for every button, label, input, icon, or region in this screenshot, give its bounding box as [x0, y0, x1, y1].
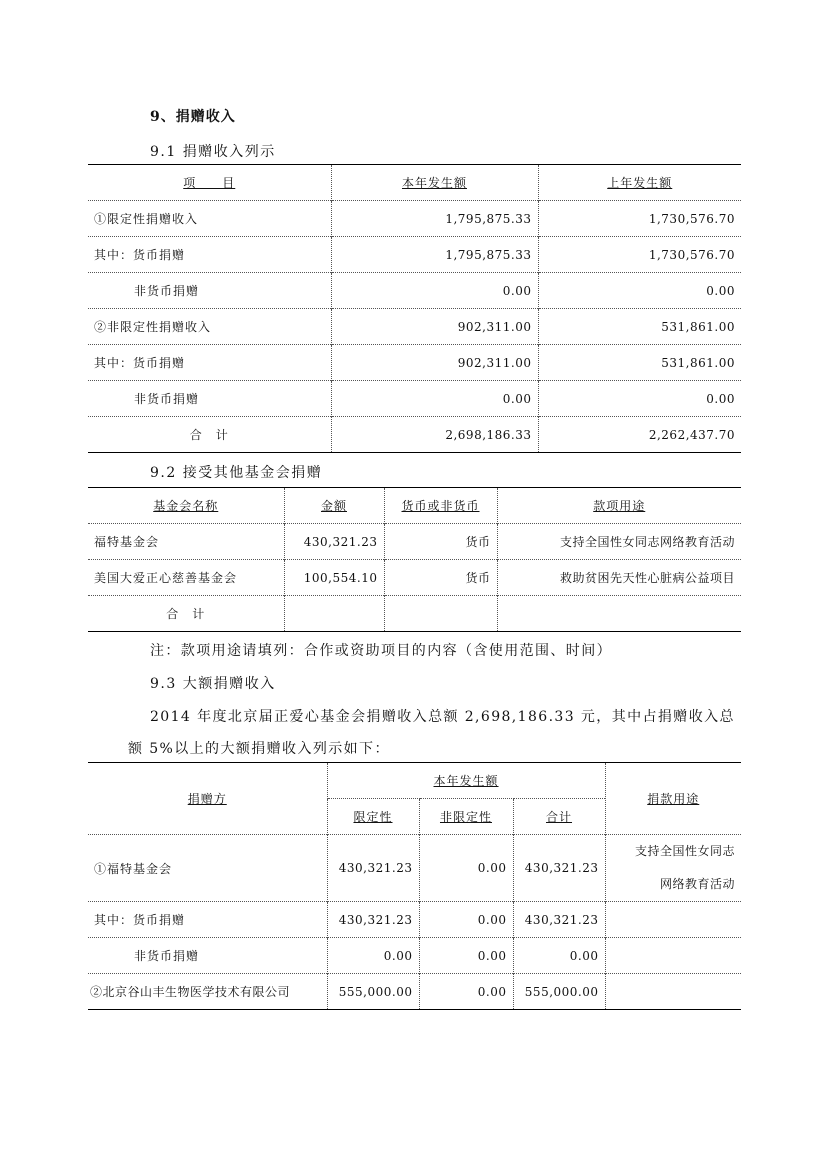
- current-amount: 902,311.00: [331, 345, 538, 381]
- total-amount: 430,321.23: [513, 835, 605, 902]
- header-currency-type: 货币或非货币: [384, 488, 497, 524]
- previous-amount: 0.00: [538, 381, 741, 417]
- amount: [284, 596, 384, 632]
- previous-amount: 0.00: [538, 273, 741, 309]
- unrestricted-amount: 0.00: [419, 835, 513, 902]
- purpose: 支持全国性女同志网络教育活动: [497, 524, 741, 560]
- purpose: [605, 902, 741, 938]
- table-row: [88, 381, 741, 417]
- paragraph-line-1: 2014 年度北京届正爱心基金会捐赠收入总额 2,698,186.33 元，其中占捐赠收入总: [150, 709, 735, 725]
- unrestricted-amount: 0.00: [419, 974, 513, 1010]
- table-row: [88, 835, 741, 902]
- foundation-name: 福特基金会: [88, 524, 284, 560]
- table-row: [88, 560, 741, 596]
- row-label: 非货币捐赠: [88, 381, 331, 417]
- currency-type: 货币: [384, 524, 497, 560]
- header-purpose: 款项用途: [497, 488, 741, 524]
- table-total-row: [88, 596, 741, 632]
- unrestricted-amount: 0.00: [419, 938, 513, 974]
- donor-name: 其中：货币捐赠: [88, 902, 327, 938]
- table-total-row: [88, 417, 741, 453]
- table-header-row: [88, 165, 741, 201]
- donation-income-table: [88, 164, 741, 453]
- row-label: 非货币捐赠: [88, 273, 331, 309]
- previous-amount: 1,730,576.70: [538, 201, 741, 237]
- table-row: [88, 309, 741, 345]
- previous-amount: 531,861.00: [538, 309, 741, 345]
- current-amount: 2,698,186.33: [331, 417, 538, 453]
- donor-name: ②北京谷山丰生物医学技术有限公司: [88, 974, 327, 1010]
- purpose: [605, 974, 741, 1010]
- section-heading: 9、捐赠收入: [150, 109, 236, 125]
- table-row: [88, 273, 741, 309]
- row-label: ②非限定性捐赠收入: [88, 309, 331, 345]
- subsection-title-9-1: 9.1 捐赠收入列示: [150, 144, 276, 160]
- purpose: [497, 596, 741, 632]
- table-row: [88, 201, 741, 237]
- header-previous-year: 上年发生额: [538, 165, 741, 201]
- restricted-amount: 0.00: [327, 938, 419, 974]
- header-total: 合计: [513, 799, 605, 835]
- total-amount: 0.00: [513, 938, 605, 974]
- header-item: 项 目: [183, 176, 236, 190]
- foundation-name: 美国大爱正心慈善基金会: [88, 560, 284, 596]
- currency-type: [384, 596, 497, 632]
- table-row: [88, 974, 741, 1010]
- total-label: 合 计: [88, 417, 331, 453]
- current-amount: 902,311.00: [331, 309, 538, 345]
- purpose-line: 网络教育活动: [660, 877, 736, 891]
- row-label: 其中：货币捐赠: [88, 345, 331, 381]
- current-amount: 0.00: [331, 273, 538, 309]
- table-row: [88, 237, 741, 273]
- restricted-amount: 430,321.23: [327, 835, 419, 902]
- current-amount: 1,795,875.33: [331, 237, 538, 273]
- table-row: [88, 345, 741, 381]
- current-amount: 1,795,875.33: [331, 201, 538, 237]
- restricted-amount: 555,000.00: [327, 974, 419, 1010]
- donor-name: ①福特基金会: [88, 835, 327, 902]
- header-restricted: 限定性: [327, 799, 419, 835]
- previous-amount: 531,861.00: [538, 345, 741, 381]
- table-row: [88, 902, 741, 938]
- header-current-year: 本年发生额: [327, 763, 605, 799]
- unrestricted-amount: 0.00: [419, 902, 513, 938]
- table-row: [88, 938, 741, 974]
- paragraph-line-2: 额 5%以上的大额捐赠收入列示如下：: [128, 741, 390, 757]
- purpose-line: 支持全国性女同志: [635, 844, 736, 858]
- header-foundation-name: 基金会名称: [153, 499, 219, 513]
- total-amount: 555,000.00: [513, 974, 605, 1010]
- total-amount: 430,321.23: [513, 902, 605, 938]
- table-row: [88, 524, 741, 560]
- purpose: [605, 938, 741, 974]
- previous-amount: 1,730,576.70: [538, 237, 741, 273]
- subsection-title-9-3: 9.3 大额捐赠收入: [150, 676, 276, 692]
- header-donor: 捐赠方: [187, 792, 227, 806]
- header-current-year: 本年发生额: [331, 165, 538, 201]
- donor-name: 非货币捐赠: [88, 938, 327, 974]
- table-header-row: [88, 488, 741, 524]
- header-amount: 金额: [284, 488, 384, 524]
- purpose: 救助贫困先天性心脏病公益项目: [497, 560, 741, 596]
- amount: 100,554.10: [284, 560, 384, 596]
- restricted-amount: 430,321.23: [327, 902, 419, 938]
- header-purpose: 捐款用途: [605, 763, 741, 835]
- row-label: ①限定性捐赠收入: [88, 201, 331, 237]
- note: 注：款项用途请填列：合作或资助项目的内容（含使用范围、时间）: [150, 643, 612, 659]
- row-label: 其中：货币捐赠: [88, 237, 331, 273]
- previous-amount: 2,262,437.70: [538, 417, 741, 453]
- foundation-donations-table: [88, 487, 741, 632]
- subsection-title-9-2: 9.2 接受其他基金会捐赠: [150, 465, 323, 481]
- header-unrestricted: 非限定性: [419, 799, 513, 835]
- table-header-row: [88, 763, 741, 799]
- currency-type: 货币: [384, 560, 497, 596]
- amount: 430,321.23: [284, 524, 384, 560]
- total-label: 合 计: [88, 596, 284, 632]
- purpose: [605, 835, 741, 902]
- large-donations-table: [88, 762, 741, 1010]
- current-amount: 0.00: [331, 381, 538, 417]
